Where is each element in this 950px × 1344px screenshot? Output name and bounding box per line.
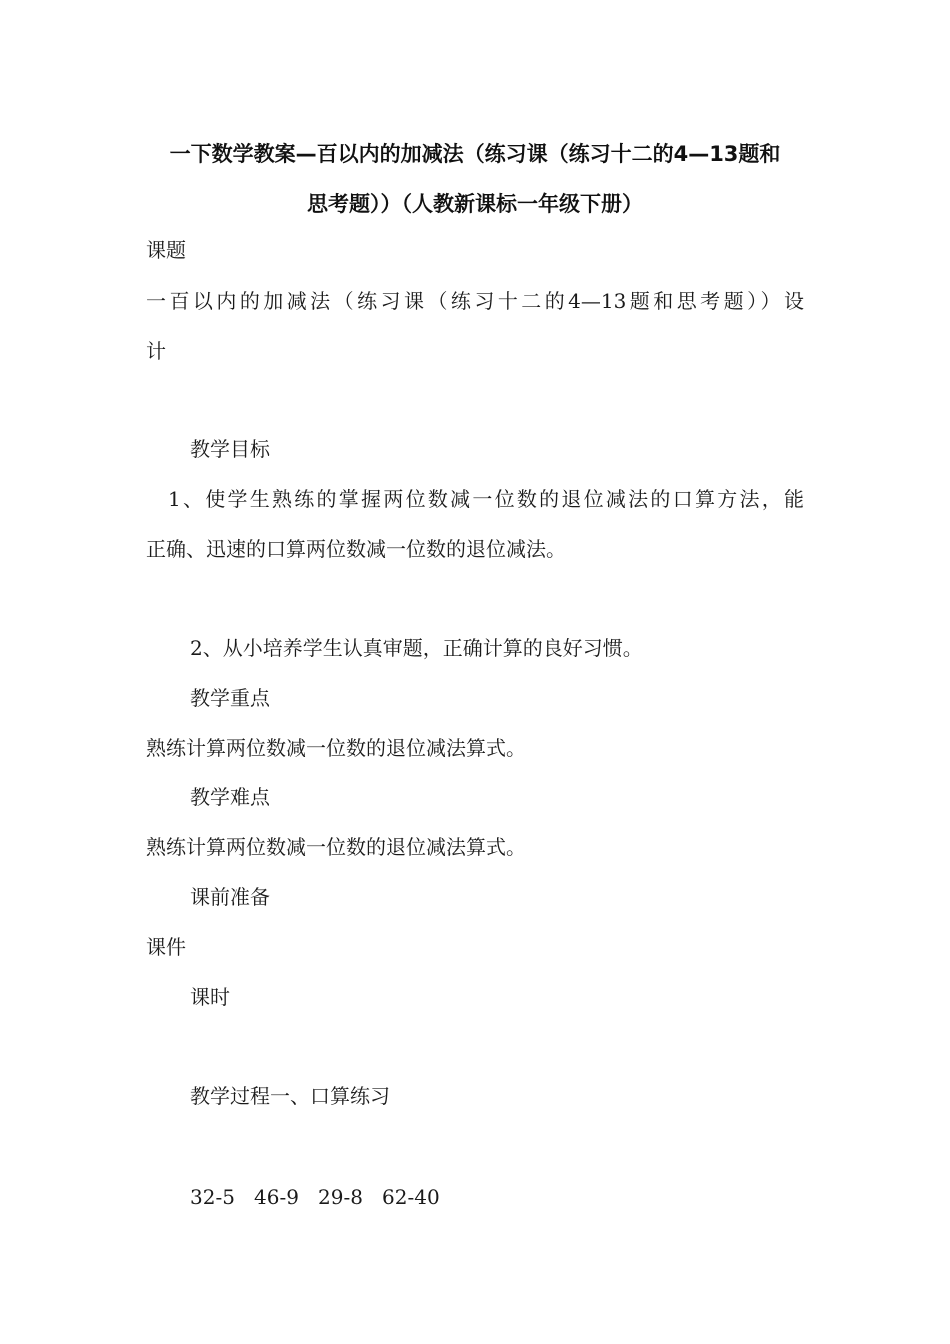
topic-text: 一百以内的加减法（练习课（练习十二的4—13题和思考题））设 <box>146 289 804 313</box>
key-points-text: 熟练计算两位数减一位数的退位减法算式。 <box>146 736 526 760</box>
section-label-topic: 课题 <box>146 238 186 262</box>
section-heading-class-hours: 课时 <box>190 985 230 1009</box>
topic-text-continued: 计 <box>146 339 166 363</box>
section-heading-difficulties: 教学难点 <box>190 785 270 809</box>
section-heading-key-points: 教学重点 <box>190 686 270 710</box>
document-title-line-2: 思考题））（人教新课标一年级下册） <box>307 192 643 216</box>
objective-1-text-continued: 正确、迅速的口算两位数减一位数的退位减法。 <box>146 537 566 561</box>
preparation-text: 课件 <box>146 935 186 959</box>
section-heading-preparation: 课前准备 <box>190 885 270 909</box>
document-title-line-1: 一下数学教案—百以内的加减法（练习课（练习十二的4—13题和 <box>169 142 781 166</box>
section-heading-process: 教学过程一、口算练习 <box>190 1084 390 1108</box>
objective-1-text: 1、使学生熟练的掌握两位数减一位数的退位减法的口算方法，能 <box>168 487 804 511</box>
objective-2-text: 2、从小培养学生认真审题，正确计算的良好习惯。 <box>190 636 643 660</box>
oral-exercise-problems: 32-5 46-9 29-8 62-40 <box>190 1185 440 1209</box>
section-heading-objectives: 教学目标 <box>190 437 270 461</box>
difficulties-text: 熟练计算两位数减一位数的退位减法算式。 <box>146 835 526 859</box>
